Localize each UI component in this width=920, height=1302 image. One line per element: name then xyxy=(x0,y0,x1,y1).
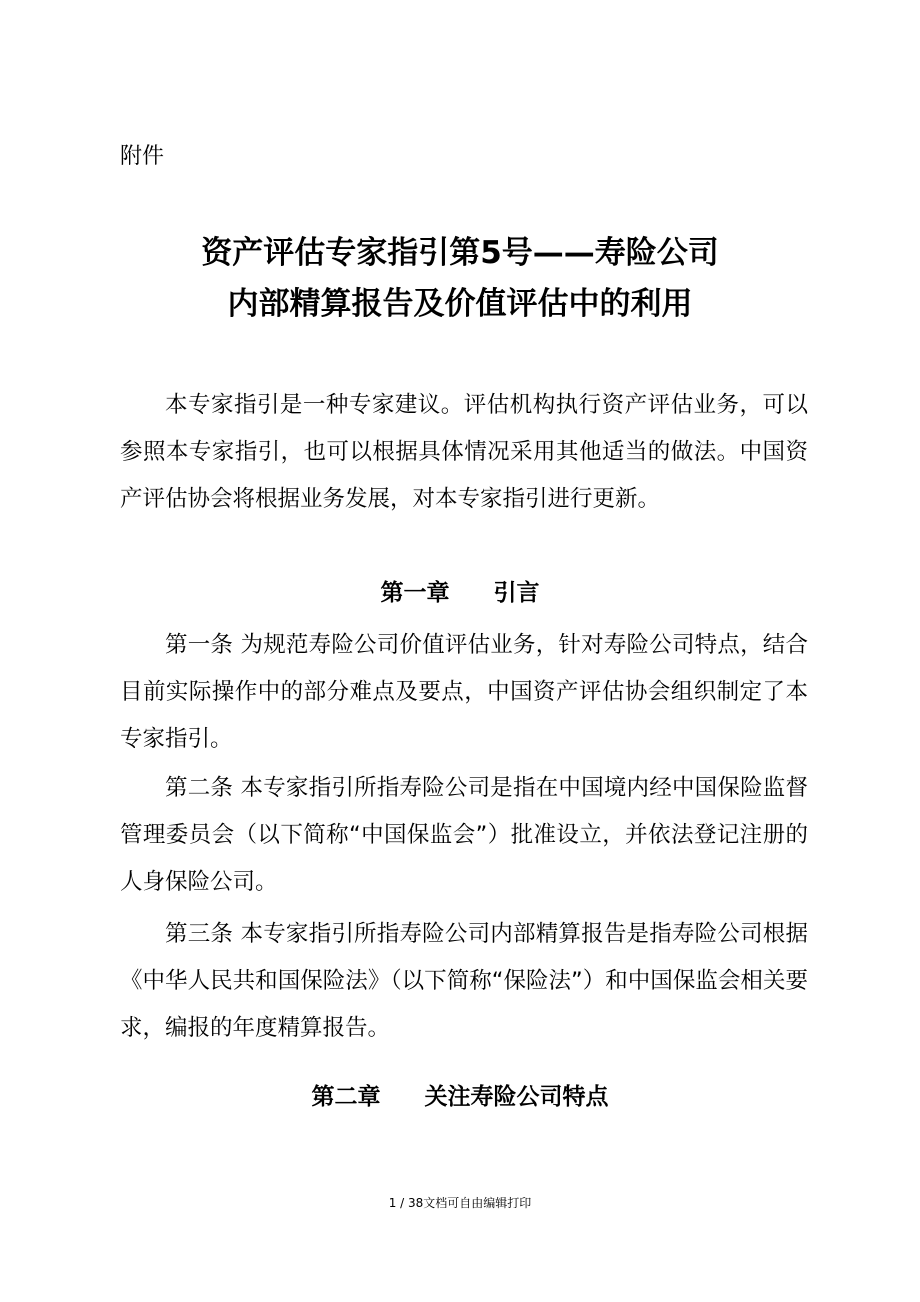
article-3: 第三条 本专家指引所指寿险公司内部精算报告是指寿险公司根据《中华人民共和国保险法》（以下简称“保险法”）和中国保监会相关要求，编报的年度精算报告。 xyxy=(120,921,808,1041)
intro-paragraph: 本专家指引是一种专家建议。评估机构执行资产评估业务，可以参照本专家指引，也可以根据具体情况采用其他适当的做法。中国资产评估协会将根据业务发展，对本专家指引进行更新。 xyxy=(120,392,808,512)
chapter-2-number: 第二章 xyxy=(311,1084,381,1110)
document-title-line-2: 内部精算报告及价值评估中的利用 xyxy=(227,286,693,322)
attachment-label: 附件 xyxy=(120,144,165,169)
page-footer: 1 / 38文档可自由编辑打印 xyxy=(388,1196,532,1210)
chapter-1-title: 引言 xyxy=(493,580,540,606)
article-2: 第二条 本专家指引所指寿险公司是指在中国境内经中国保险监督管理委员会（以下简称“中国保监会”）批准设立，并依法登记注册的人身保险公司。 xyxy=(120,775,808,895)
chapter-2-title: 关注寿险公司特点 xyxy=(424,1084,609,1110)
article-1: 第一条 为规范寿险公司价值评估业务，针对寿险公司特点，结合目前实际操作中的部分难点及要点，中国资产评估协会组织制定了本专家指引。 xyxy=(120,632,808,752)
chapter-1-number: 第一章 xyxy=(380,580,450,606)
document-title-line-1: 资产评估专家指引第5号——寿险公司 xyxy=(201,235,719,271)
chapter-2-heading xyxy=(0,1082,920,1112)
chapter-1-heading xyxy=(0,578,920,608)
